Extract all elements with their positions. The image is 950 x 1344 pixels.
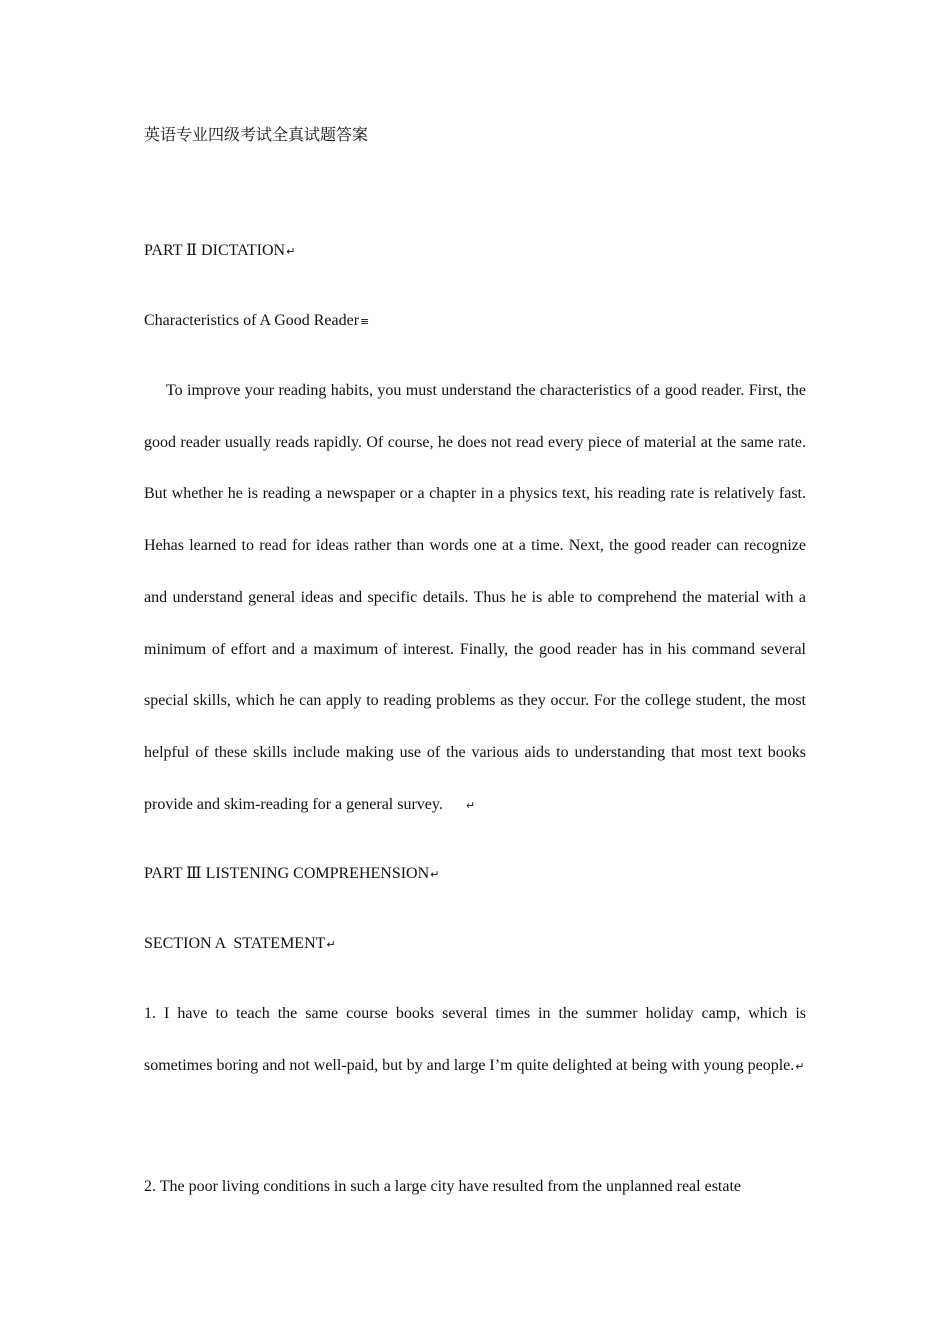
dictation-title: Characteristics of A Good Reader≡ xyxy=(144,311,369,332)
statement-2: 2. The poor living conditions in such a large city have resulted from the unplanned real estate xyxy=(144,1178,742,1195)
paragraph-mark-icon: ↵ xyxy=(326,938,336,951)
part-3-heading: PART Ⅲ LISTENING COMPREHENSION↵ xyxy=(144,864,439,885)
section-a-heading: SECTION A STATEMENT↵ xyxy=(144,934,336,955)
part-2-heading: PART Ⅱ DICTATION↵ xyxy=(144,241,295,262)
dictation-paragraph: To improve your reading habits, you must understand the characteristics of a good reader. First, the good reader usually reads rapidly. Of course, he does not read every piece of material at the same rate. But whether he is reading a newspaper or a chapter in a physics text, his reading rate is relatively fast. Hehas learned to read for ideas rather than words one at a time. Next, the good reader can recognize and understand general ideas and specific details. Thus he is able to comprehend the material with a minimum of effort and a maximum of interest. Finally, the good reader has in his command several special skills, which he can apply to reading problems as they occur. For the college student, the most helpful of these skills include making use of the various aids to understanding that most text books provide and skim-reading for a general survey. ↵ xyxy=(144,365,806,831)
statement-1: 1. I have to teach the same course books several times in the summer holiday camp, which is sometimes boring and not well-paid, but by and large I’m quite delighted at being with young people.↵ xyxy=(144,988,806,1092)
line-mark-icon: ≡ xyxy=(360,315,370,328)
paragraph-mark-icon: ↵ xyxy=(286,245,296,258)
paragraph-mark-icon: ↵ xyxy=(795,1059,805,1073)
paragraph-mark-icon: ↵ xyxy=(430,868,440,881)
document-title: 英语专业四级考试全真试题答案 xyxy=(144,127,369,144)
paragraph-mark-icon: ↵ xyxy=(465,798,476,812)
